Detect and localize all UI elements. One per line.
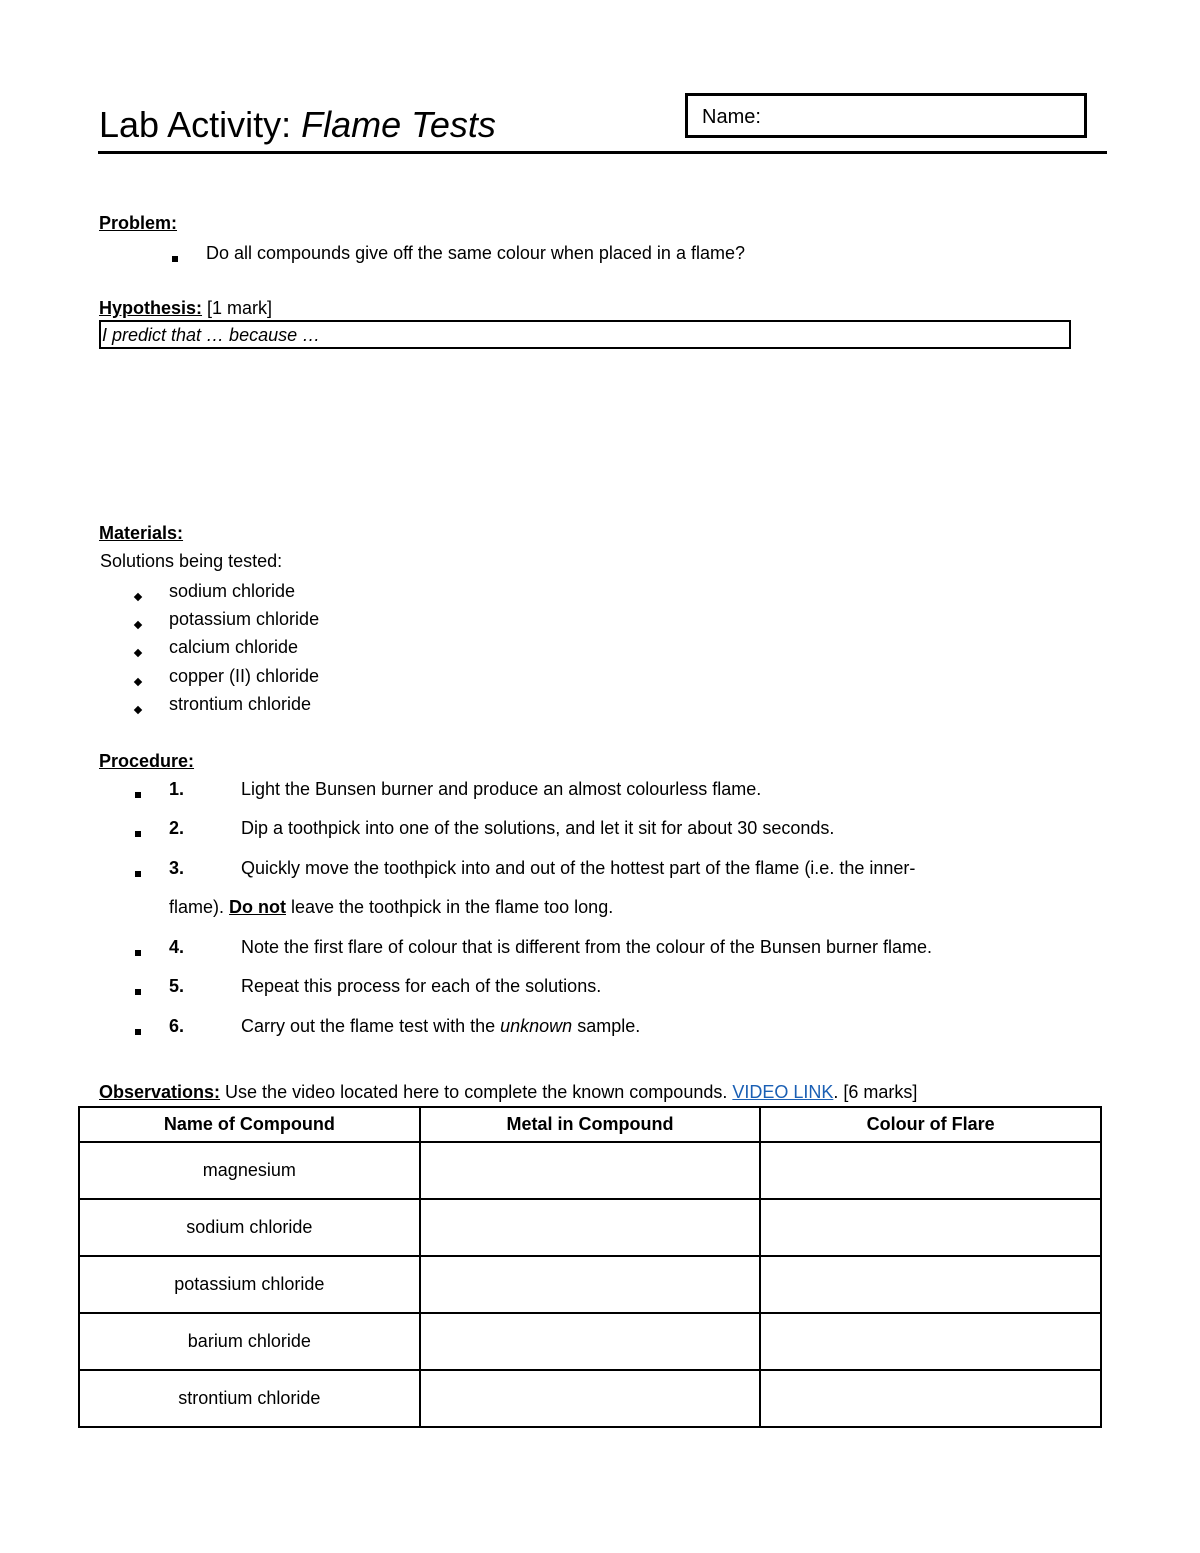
title-divider [98, 151, 1107, 154]
metal-cell[interactable] [420, 1313, 761, 1370]
step-bullet [135, 1022, 141, 1040]
video-link[interactable]: VIDEO LINK [732, 1082, 834, 1102]
column-header: Metal in Compound [420, 1107, 761, 1142]
compound-cell: magnesium [79, 1142, 420, 1199]
hypothesis-marks: [1 mark] [202, 298, 273, 318]
materials-heading: Materials: [99, 523, 184, 543]
table-row [79, 1313, 1101, 1370]
name-field[interactable] [685, 93, 1087, 138]
observations-line [99, 1080, 917, 1104]
hypothesis-answer-box[interactable] [99, 320, 1071, 349]
material-item: sodium chloride [169, 581, 296, 601]
materials-intro: Solutions being tested: [100, 551, 283, 571]
materials-bullet [135, 587, 141, 605]
step-text: Repeat this process for each of the solutions. [241, 976, 602, 996]
step-text: Dip a toothpick into one of the solutions, and let it sit for about 30 seconds. [241, 818, 835, 838]
compound-cell: strontium chloride [79, 1370, 420, 1427]
colour-cell[interactable] [760, 1313, 1101, 1370]
diamond-bullet-icon [134, 706, 142, 714]
step-bullet [135, 943, 141, 961]
procedure-heading: Procedure: [99, 751, 195, 771]
table-row [79, 1256, 1101, 1313]
hypothesis-heading: Hypothesis: [99, 298, 203, 318]
step-number: 1. [169, 779, 185, 799]
problem-heading: Problem: [99, 213, 178, 233]
title-italic: Flame Tests [301, 104, 496, 145]
diamond-bullet-icon [134, 649, 142, 657]
problem-question: Do all compounds give off the same colour when placed in a flame? [206, 243, 745, 263]
materials-bullet [135, 672, 141, 690]
step-number: 2. [169, 818, 185, 838]
square-bullet-icon [172, 256, 178, 262]
square-bullet-icon [135, 1029, 141, 1035]
square-bullet-icon [135, 950, 141, 956]
metal-cell[interactable] [420, 1370, 761, 1427]
hypothesis-prompt: I predict that … because … [102, 325, 321, 345]
table-row [79, 1142, 1101, 1199]
step-number: 4. [169, 937, 185, 957]
compound-cell: potassium chloride [79, 1256, 420, 1313]
square-bullet-icon [135, 792, 141, 798]
step-text-before: Carry out the flame test with the [241, 1016, 501, 1036]
observations-table [78, 1106, 1102, 1428]
materials-bullet [135, 615, 141, 633]
step-text [241, 1014, 640, 1038]
metal-cell[interactable] [420, 1142, 761, 1199]
step-number: 3. [169, 858, 185, 878]
diamond-bullet-icon [134, 678, 142, 686]
problem-bullet [172, 249, 178, 267]
materials-bullet [135, 700, 141, 718]
colour-cell[interactable] [760, 1370, 1101, 1427]
material-item: calcium chloride [169, 637, 299, 657]
colour-cell[interactable] [760, 1199, 1101, 1256]
step-text-after: sample. [572, 1016, 641, 1036]
step-cont-after: leave the toothpick in the flame too long. [286, 897, 614, 917]
materials-bullet [135, 643, 141, 661]
step-emphasis: Do not [229, 897, 286, 917]
metal-cell[interactable] [420, 1256, 761, 1313]
square-bullet-icon [135, 871, 141, 877]
step-text-continued [169, 895, 613, 919]
title-prefix: Lab Activity: [99, 104, 302, 145]
material-item: copper (II) chloride [169, 666, 320, 686]
square-bullet-icon [135, 831, 141, 837]
step-number: 6. [169, 1016, 185, 1036]
colour-cell[interactable] [760, 1142, 1101, 1199]
step-text: Light the Bunsen burner and produce an almost colourless flame. [241, 779, 762, 799]
observations-intro: Use the video located here to complete the known compounds. [220, 1082, 733, 1102]
table-row [79, 1370, 1101, 1427]
table-header-row [79, 1107, 1101, 1142]
hypothesis-heading-line [99, 296, 272, 320]
step-text-italic: unknown [500, 1016, 573, 1036]
step-bullet [135, 982, 141, 1000]
compound-cell: sodium chloride [79, 1199, 420, 1256]
step-text: Quickly move the toothpick into and out of the hottest part of the flame (i.e. the inner- [241, 858, 916, 878]
step-cont-before: flame). [169, 897, 230, 917]
colour-cell[interactable] [760, 1256, 1101, 1313]
step-bullet [135, 824, 141, 842]
column-header: Name of Compound [79, 1107, 420, 1142]
metal-cell[interactable] [420, 1199, 761, 1256]
step-text: Note the first flare of colour that is different from the colour of the Bunsen burner flame. [241, 937, 933, 957]
diamond-bullet-icon [134, 593, 142, 601]
column-header: Colour of Flare [760, 1107, 1101, 1142]
page-title [99, 100, 496, 150]
material-item: potassium chloride [169, 609, 320, 629]
table-row [79, 1199, 1101, 1256]
step-number: 5. [169, 976, 185, 996]
step-bullet [135, 785, 141, 803]
material-item: strontium chloride [169, 694, 312, 714]
observations-heading: Observations: [99, 1082, 221, 1102]
square-bullet-icon [135, 989, 141, 995]
observations-marks: . [6 marks] [833, 1082, 918, 1102]
step-bullet [135, 864, 141, 882]
diamond-bullet-icon [134, 621, 142, 629]
compound-cell: barium chloride [79, 1313, 420, 1370]
name-label: Name: [702, 106, 761, 128]
